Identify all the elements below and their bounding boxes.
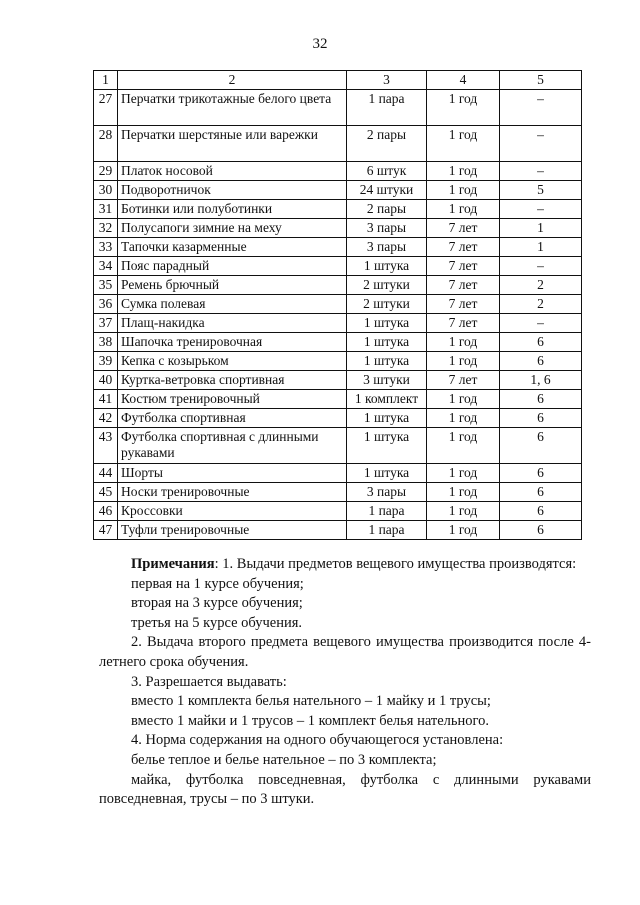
cell-note: 6	[500, 390, 582, 409]
cell-quantity: 1 штука	[347, 352, 427, 371]
cell-term: 7 лет	[427, 295, 500, 314]
table-row	[94, 483, 582, 502]
table-row	[94, 428, 582, 464]
clothing-norms-table	[93, 70, 582, 540]
header-col-4: 4	[427, 71, 500, 90]
cell-note: 1, 6	[500, 371, 582, 390]
note-3-b: вместо 1 майки и 1 трусов – 1 комплект белья нательного.	[131, 712, 489, 729]
cell-item-name: Пояс парадный	[118, 257, 347, 276]
table-row	[94, 314, 582, 333]
table-row	[94, 219, 582, 238]
cell-quantity: 1 штука	[347, 257, 427, 276]
cell-item-name: Сумка полевая	[118, 295, 347, 314]
cell-term: 1 год	[427, 390, 500, 409]
cell-quantity: 2 пары	[347, 126, 427, 162]
cell-quantity: 1 пара	[347, 502, 427, 521]
cell-item-name: Платок носовой	[118, 162, 347, 181]
cell-term: 1 год	[427, 162, 500, 181]
cell-number: 45	[94, 483, 118, 502]
cell-item-name: Перчатки шерстяные или варежки	[118, 126, 347, 162]
cell-note: –	[500, 257, 582, 276]
cell-item-name: Подворотничок	[118, 181, 347, 200]
header-col-5: 5	[500, 71, 582, 90]
table-row	[94, 276, 582, 295]
cell-number: 39	[94, 352, 118, 371]
cell-term: 1 год	[427, 333, 500, 352]
cell-quantity: 6 штук	[347, 162, 427, 181]
cell-term: 1 год	[427, 521, 500, 540]
cell-number: 31	[94, 200, 118, 219]
cell-item-name: Куртка-ветровка спортивная	[118, 371, 347, 390]
cell-note: 2	[500, 295, 582, 314]
cell-term: 1 год	[427, 352, 500, 371]
cell-term: 7 лет	[427, 219, 500, 238]
cell-note: 6	[500, 352, 582, 371]
cell-quantity: 3 штуки	[347, 371, 427, 390]
cell-number: 28	[94, 126, 118, 162]
cell-item-name: Футболка спортивная	[118, 409, 347, 428]
cell-item-name: Кроссовки	[118, 502, 347, 521]
cell-quantity: 2 штуки	[347, 276, 427, 295]
cell-number: 40	[94, 371, 118, 390]
cell-item-name: Ремень брючный	[118, 276, 347, 295]
table-row	[94, 90, 582, 126]
cell-note: 6	[500, 502, 582, 521]
cell-quantity: 1 штука	[347, 333, 427, 352]
cell-term: 1 год	[427, 126, 500, 162]
cell-term: 7 лет	[427, 314, 500, 333]
cell-note: 2	[500, 276, 582, 295]
cell-number: 46	[94, 502, 118, 521]
cell-term: 7 лет	[427, 257, 500, 276]
cell-term: 7 лет	[427, 238, 500, 257]
cell-note: 5	[500, 181, 582, 200]
cell-number: 27	[94, 90, 118, 126]
note-3: 3. Разрешается выдавать:	[131, 673, 287, 690]
cell-number: 37	[94, 314, 118, 333]
cell-item-name: Полусапоги зимние на меху	[118, 219, 347, 238]
cell-term: 1 год	[427, 483, 500, 502]
table-row	[94, 409, 582, 428]
table-row	[94, 238, 582, 257]
cell-note: 1	[500, 238, 582, 257]
cell-number: 47	[94, 521, 118, 540]
note-1: Примечания: 1. Выдачи предметов вещевого имущества производятся:	[131, 556, 577, 572]
cell-item-name: Шорты	[118, 464, 347, 483]
cell-number: 35	[94, 276, 118, 295]
cell-term: 1 год	[427, 502, 500, 521]
table-row	[94, 295, 582, 314]
cell-note: 6	[500, 464, 582, 483]
cell-quantity: 1 штука	[347, 409, 427, 428]
notes-section	[99, 555, 591, 810]
table-row	[94, 371, 582, 390]
note-4-b: майка, футболка повседневная, футболка с длинными рукавами повседневная, трусы – по 3 штуки.	[99, 771, 591, 808]
cell-term: 7 лет	[427, 371, 500, 390]
note-1-b: вторая на 3 курсе обучения;	[131, 595, 303, 612]
cell-quantity: 24 штуки	[347, 181, 427, 200]
cell-item-name: Тапочки казарменные	[118, 238, 347, 257]
cell-term: 1 год	[427, 409, 500, 428]
table-row	[94, 521, 582, 540]
cell-item-name: Кепка с козырьком	[118, 352, 347, 371]
cell-item-name: Носки тренировочные	[118, 483, 347, 502]
cell-number: 42	[94, 409, 118, 428]
table-row	[94, 126, 582, 162]
notes-title: Примечания	[131, 556, 215, 572]
note-1-a: первая на 1 курсе обучения;	[131, 575, 304, 592]
note-4: 4. Норма содержания на одного обучающегося установлена:	[131, 732, 504, 749]
table-row	[94, 390, 582, 409]
cell-item-name: Плащ-накидка	[118, 314, 347, 333]
cell-quantity: 2 пары	[347, 200, 427, 219]
cell-note: 6	[500, 521, 582, 540]
cell-number: 38	[94, 333, 118, 352]
cell-note: 1	[500, 219, 582, 238]
cell-term: 7 лет	[427, 276, 500, 295]
header-col-1: 1	[94, 71, 118, 90]
note-3-a: вместо 1 комплекта белья нательного – 1 майку и 1 трусы;	[131, 693, 491, 710]
table-row	[94, 162, 582, 181]
cell-quantity: 1 штука	[347, 464, 427, 483]
cell-quantity: 2 штуки	[347, 295, 427, 314]
cell-note: 6	[500, 428, 582, 464]
cell-number: 32	[94, 219, 118, 238]
cell-number: 41	[94, 390, 118, 409]
cell-quantity: 1 пара	[347, 521, 427, 540]
cell-quantity: 3 пары	[347, 483, 427, 502]
cell-number: 43	[94, 428, 118, 464]
note-2: 2. Выдача второго предмета вещевого имущества производится после 4-летнего срока обучения.	[99, 634, 591, 670]
cell-term: 1 год	[427, 428, 500, 464]
cell-quantity: 3 пары	[347, 238, 427, 257]
table-row	[94, 352, 582, 371]
table-row	[94, 333, 582, 352]
cell-number: 30	[94, 181, 118, 200]
cell-number: 33	[94, 238, 118, 257]
cell-note: –	[500, 162, 582, 181]
note-1-c: третья на 5 курсе обучения.	[131, 614, 303, 631]
cell-note: 6	[500, 409, 582, 428]
table-row	[94, 181, 582, 200]
table-row	[94, 200, 582, 219]
cell-note: –	[500, 314, 582, 333]
table-header-row	[94, 71, 582, 90]
cell-note: 6	[500, 483, 582, 502]
cell-note: 6	[500, 333, 582, 352]
cell-quantity: 1 штука	[347, 428, 427, 464]
cell-item-name: Футболка спортивная с длинными рукавами	[118, 428, 347, 464]
cell-note: –	[500, 200, 582, 219]
cell-number: 36	[94, 295, 118, 314]
cell-item-name: Костюм тренировочный	[118, 390, 347, 409]
cell-item-name: Шапочка тренировочная	[118, 333, 347, 352]
cell-term: 1 год	[427, 464, 500, 483]
cell-quantity: 1 пара	[347, 90, 427, 126]
cell-quantity: 1 комплект	[347, 390, 427, 409]
page-number: 32	[312, 36, 328, 52]
cell-note: –	[500, 126, 582, 162]
cell-number: 29	[94, 162, 118, 181]
note-4-a: белье теплое и белье нательное – по 3 комплекта;	[131, 751, 437, 768]
cell-term: 1 год	[427, 181, 500, 200]
table-row	[94, 257, 582, 276]
table-row	[94, 502, 582, 521]
cell-number: 34	[94, 257, 118, 276]
cell-term: 1 год	[427, 200, 500, 219]
cell-item-name: Перчатки трикотажные белого цвета	[118, 90, 347, 126]
cell-note: –	[500, 90, 582, 126]
cell-term: 1 год	[427, 90, 500, 126]
cell-quantity: 3 пары	[347, 219, 427, 238]
cell-item-name: Туфли тренировочные	[118, 521, 347, 540]
header-col-3: 3	[347, 71, 427, 90]
cell-item-name: Ботинки или полуботинки	[118, 200, 347, 219]
table-row	[94, 464, 582, 483]
cell-quantity: 1 штука	[347, 314, 427, 333]
header-col-2: 2	[118, 71, 347, 90]
cell-number: 44	[94, 464, 118, 483]
